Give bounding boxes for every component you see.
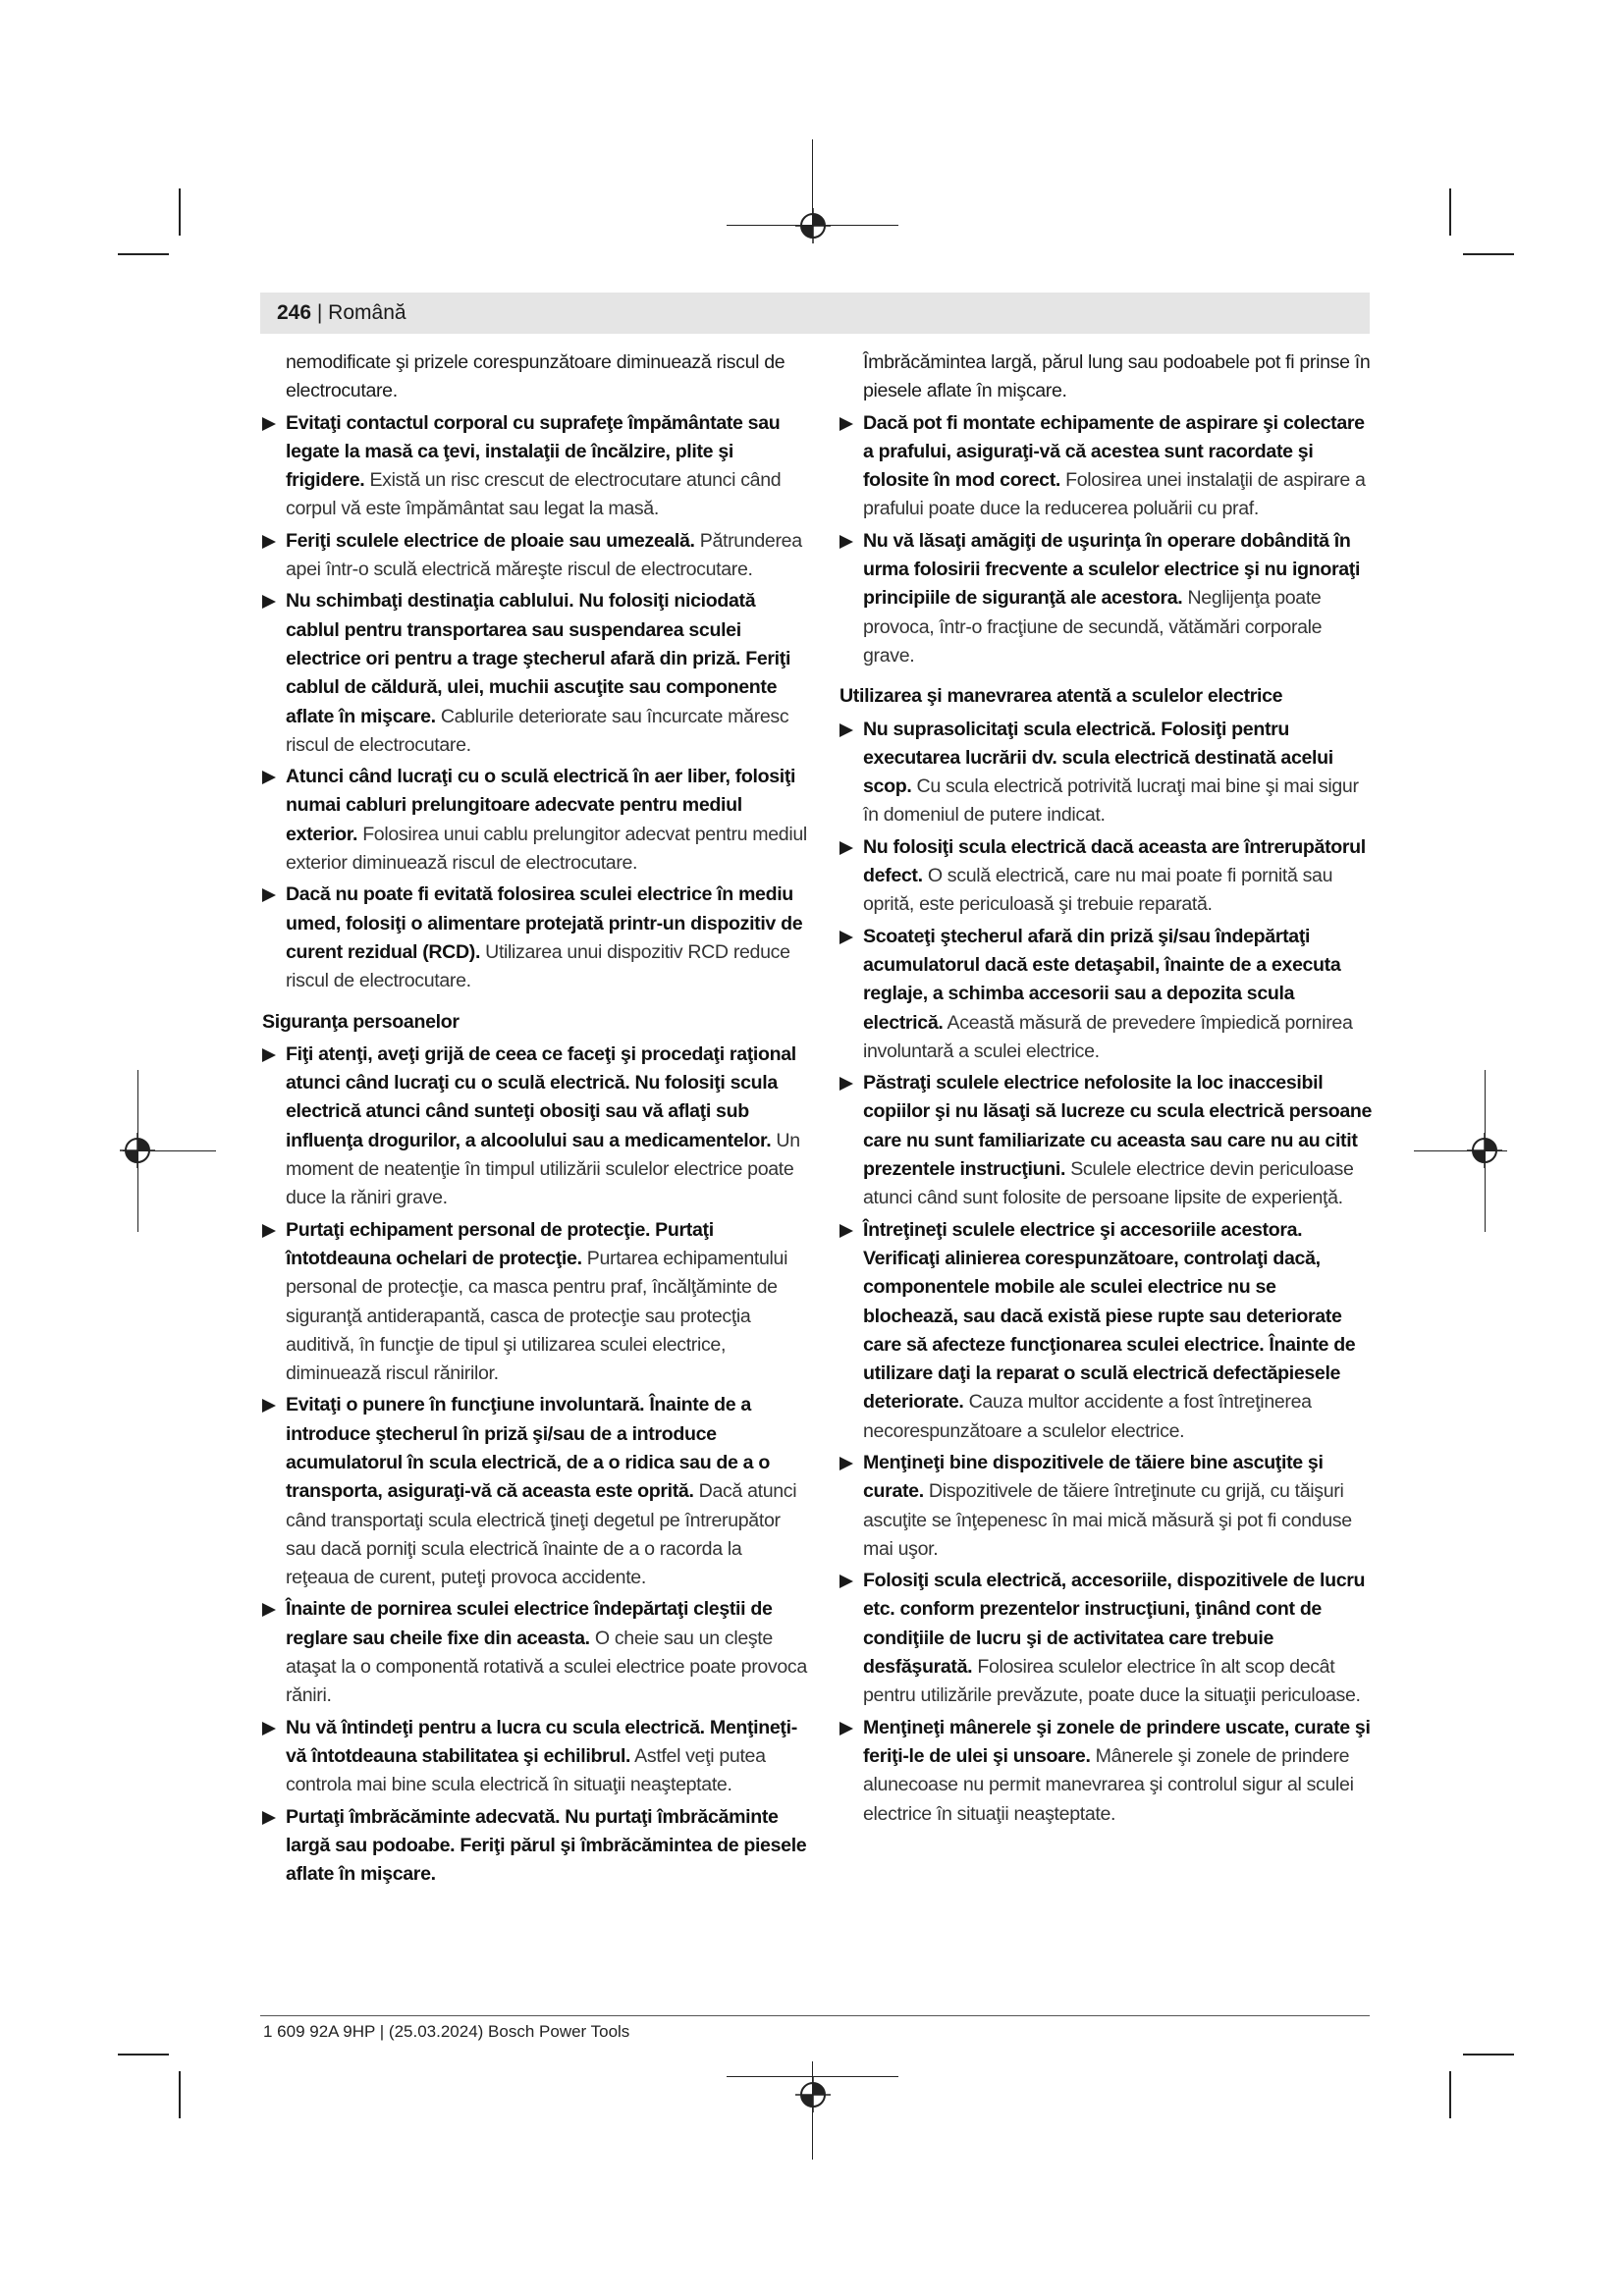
list-item bbox=[839, 527, 1375, 670]
item-explanation: Folosirea unui cablu prelungitor adecvat pentru mediul exterior diminuează riscul de electrocutare. bbox=[286, 823, 807, 875]
list-item bbox=[262, 587, 807, 760]
list-item bbox=[839, 833, 1375, 920]
item-explanation: Utilizarea unui dispozitiv RCD reduce riscul de electrocutare. bbox=[286, 940, 790, 992]
page-header-text bbox=[277, 300, 406, 326]
crop-mark bbox=[1449, 2071, 1451, 2118]
list-item bbox=[262, 763, 807, 878]
registration-target-icon bbox=[1467, 1133, 1502, 1168]
bullet-arrow-icon bbox=[262, 1399, 276, 1413]
item-instruction: Dacă pot fi montate echipamente de aspirare şi colectare a prafului, asiguraţi-vă că acestea sunt racordate şi folosite în mod corect. bbox=[863, 411, 1365, 492]
bullet-arrow-icon bbox=[262, 535, 276, 549]
section-title: Siguranţa persoanelor bbox=[262, 1010, 460, 1033]
item-explanation: Folosirea sculelor electrice în alt scop decât pentru utilizările prevăzute, poate duce la situaţii periculoase. bbox=[863, 1656, 1361, 1707]
item-explanation: Sculele electrice devin periculoase atunci când sunt folosite de persoane lipsite de experienţă. bbox=[863, 1158, 1354, 1209]
item-instruction: Nu schimbaţi destinaţia cablului. Nu folosiţi niciodată cablul pentru transportarea sau suspendarea sculei electrice ori pentru a trage ştecherul afară din priză. Feriţi cablul de căldură, ulei, muchii ascuţite sau componente aflate în mişcare. bbox=[286, 590, 791, 727]
crop-mark bbox=[118, 2054, 169, 2056]
item-explanation: Există un risc crescut de electrocutare atunci când corpul vă este împământat sau legat la masă. bbox=[286, 469, 782, 520]
item-explanation: Purtarea echipamentului personal de protecţie, ca masca pentru praf, încălţăminte de siguranţă antiderapantă, casca de protecţie sau protecţia auditivă, în funcţie de tipul şi utilizarea sculei electrice, diminuează riscul rănirilor. bbox=[286, 1247, 788, 1385]
item-instruction: Menţineţi mânerele şi zonele de prindere uscate, curate şi feriţi-le de ulei şi unsoare. bbox=[863, 1716, 1371, 1767]
item-instruction: Purtaţi echipament personal de protecţie. Purtaţi întotdeauna ochelari de protecţie. bbox=[286, 1218, 714, 1269]
registration-target-icon bbox=[795, 208, 831, 243]
list-item bbox=[262, 1803, 807, 1890]
item-explanation: Dacă atunci când transportaţi scula electrică ţineţi degetul pe întrerupător sau dacă porniţi scula electrică înainte de a o racorda la reţeaua de curent, puteţi provoca accidente. bbox=[286, 1480, 797, 1589]
crop-mark bbox=[1463, 253, 1514, 255]
item-explanation: Dispozitivele de tăiere întreţinute cu grijă, cu tăişuri ascuţite se înţepenesc în mai mică măsură şi pot fi conduse mai uşor. bbox=[863, 1480, 1352, 1560]
item-instruction: Fiţi atenţi, aveţi grijă de ceea ce faceţi şi procedaţi raţional atunci când lucraţi cu o sculă electrică. Nu folosiţi scula electrică atunci când sunteţi obosiţi sau vă aflaţi sub influenţa drogurilor, a alcoolului sau a medicamentelor. bbox=[286, 1042, 796, 1151]
footer-rule bbox=[260, 2015, 1370, 2016]
item-instruction: Păstraţi sculele electrice nefolosite la loc inaccesibil copiilor şi nu lăsaţi să lucreze cu scula electrică persoane care nu sunt familiarizate cu aceasta sau care nu au citit prezentele instrucţiuni. bbox=[863, 1072, 1373, 1181]
item-explanation: Mânerele şi zonele de prindere alunecoase nu permit manevrarea şi controlul sigur al sculei electrice în situaţii neaşteptate. bbox=[863, 1744, 1354, 1825]
list-item bbox=[839, 1449, 1375, 1564]
page-number: 246 bbox=[277, 301, 312, 324]
item-explanation: Neglijenţa poate provoca, într-o fracţiune de secundă, vătămări corporale grave. bbox=[863, 587, 1323, 667]
item-instruction: Evitaţi o punere în funcţiune involuntară. Înainte de a introduce ştecherul în priză şi/sau de a introduce acumulatorul în scula electrică, de a o ridica sau de a o transporta, asiguraţi-vă că aceasta este oprită. bbox=[286, 1394, 770, 1503]
list-item bbox=[839, 1216, 1375, 1446]
item-instruction: Înainte de pornirea sculei electrice îndepărtaţi cleştii de reglare sau cheile fixe din aceasta. bbox=[286, 1598, 773, 1649]
header-language: Română bbox=[328, 301, 406, 324]
item-instruction: Atunci când lucraţi cu o sculă electrică în aer liber, folosiţi numai cabluri prelungitoare adecvate pentru mediul exterior. bbox=[286, 766, 796, 845]
crop-mark bbox=[118, 253, 169, 255]
list-item bbox=[262, 1041, 807, 1213]
item-instruction: Întreţineţi sculele electrice şi accesoriile acestora. Verificaţi alinierea corespunzătoare, controlaţi dacă, componentele mobile ale sculei electrice nu se blochează, sau dacă există piese rupte sau deteriorate care să afecteze funcţionarea sculei electrice. Înainte de utilizare daţi la reparat o sculă electrică defectăpiesele deteriorate. bbox=[863, 1218, 1356, 1414]
item-instruction: Nu suprasolicitaţi scula electrică. Folosiţi pentru executarea lucrării dv. scula electrică destinată acelui scop. bbox=[863, 718, 1333, 798]
item-instruction: Scoateţi ştecherul afară din priză şi/sau îndepărtaţi acumulatorul dacă este detaşabil, înainte de a executa reglaje, a schimba accesorii sau a depozita scula electrică. bbox=[863, 925, 1341, 1034]
bullet-arrow-icon bbox=[839, 1077, 853, 1091]
bullet-arrow-icon bbox=[839, 1722, 853, 1735]
registration-target-icon bbox=[120, 1133, 155, 1168]
list-item bbox=[262, 1714, 807, 1800]
item-instruction: Evitaţi contactul corporal cu suprafeţe împământate sau legate la masă ca ţevi, instalaţii de încălzire, plite şi frigidere. bbox=[286, 411, 781, 492]
bullet-arrow-icon bbox=[839, 841, 853, 855]
section-title: Utilizarea şi manevrarea atentă a sculelor electrice bbox=[839, 685, 1283, 708]
item-explanation: Această măsură de prevedere împiedică pornirea involuntară a sculei electrice. bbox=[863, 1011, 1353, 1062]
bullet-list bbox=[839, 409, 1375, 671]
continuation-text: nemodificate şi prizele corespunzătoare diminuează riscul de electrocutare. bbox=[286, 351, 785, 402]
bullet-arrow-icon bbox=[262, 417, 276, 431]
bullet-arrow-icon bbox=[262, 595, 276, 609]
item-instruction: Nu folosiţi scula electrică dacă aceasta are întrerupătorul defect. bbox=[863, 835, 1366, 887]
item-instruction: Feriţi sculele electrice de ploaie sau umezeală. bbox=[286, 529, 695, 552]
bullet-arrow-icon bbox=[262, 1048, 276, 1062]
list-item bbox=[839, 1069, 1375, 1212]
item-instruction: Nu vă lăsaţi amăgiţi de uşurinţa în operare dobândită în urma folosirii frecvente a sculelor electrice şi nu ignoraţi principiile de siguranţă ale acestora. bbox=[863, 529, 1361, 610]
crop-mark bbox=[1463, 2054, 1514, 2056]
footer-text: 1 609 92A 9HP | (25.03.2024) Bosch Power Tools bbox=[263, 2022, 630, 2041]
crop-mark bbox=[179, 2071, 181, 2118]
bullet-arrow-icon bbox=[262, 888, 276, 902]
header-separator: | bbox=[311, 301, 329, 324]
bullet-list bbox=[839, 716, 1375, 1829]
bullet-arrow-icon bbox=[839, 723, 853, 737]
list-item bbox=[262, 881, 807, 995]
crop-mark bbox=[1449, 188, 1451, 236]
list-item bbox=[839, 1714, 1375, 1829]
list-item bbox=[262, 527, 807, 585]
list-item bbox=[839, 409, 1375, 524]
bullet-arrow-icon bbox=[262, 771, 276, 784]
list-item bbox=[262, 1216, 807, 1389]
item-explanation: Astfel veţi putea controla mai bine scula electrică în situaţii neaşteptate. bbox=[286, 1744, 766, 1796]
list-item bbox=[839, 716, 1375, 830]
list-item bbox=[839, 923, 1375, 1066]
bullet-arrow-icon bbox=[839, 1224, 853, 1238]
list-item bbox=[262, 409, 807, 524]
item-explanation: O cheie sau un cleşte ataşat la o componentă rotativă a sculei electrice poate provoca răniri. bbox=[286, 1627, 807, 1707]
bullet-arrow-icon bbox=[839, 417, 853, 431]
item-explanation: Un moment de neatenţie în timpul utilizării sculelor electrice poate duce la răniri grave. bbox=[286, 1129, 800, 1209]
page-header bbox=[260, 293, 1370, 334]
bullet-arrow-icon bbox=[839, 535, 853, 549]
item-instruction: Menţineţi bine dispozitivele de tăiere bine ascuţite şi curate. bbox=[863, 1451, 1324, 1503]
item-explanation: Cu scula electrică potrivită lucraţi mai bine şi mai sigur în domeniul de putere indicat. bbox=[863, 775, 1359, 827]
item-explanation: Folosirea unei instalaţii de aspirare a prafului poate duce la reducerea poluării cu praf. bbox=[863, 469, 1366, 520]
item-explanation: Cauza multor accidente a fost întreţinerea necorespunzătoare a sculelor electrice. bbox=[863, 1391, 1312, 1442]
right-column bbox=[839, 348, 1375, 1832]
item-explanation: Pătrunderea apei într-o sculă electrică măreşte riscul de electrocutare. bbox=[286, 529, 802, 581]
item-explanation: O sculă electrică, care nu mai poate fi pornită sau oprită, este periculoasă şi trebuie reparată. bbox=[863, 865, 1333, 916]
bullet-arrow-icon bbox=[839, 931, 853, 944]
bullet-arrow-icon bbox=[839, 1457, 853, 1470]
continuation-text: Îmbrăcămintea largă, părul lung sau podoabele pot fi prinse în piesele aflate în mişcare. bbox=[863, 351, 1371, 402]
bullet-arrow-icon bbox=[839, 1575, 853, 1588]
list-item bbox=[839, 1567, 1375, 1710]
item-instruction: Folosiţi scula electrică, accesoriile, dispozitivele de lucru etc. conform prezentelor instrucţiuni, ţinând cont de condiţiile de lucru şi de activitatea care trebuie desfăşurată. bbox=[863, 1570, 1366, 1679]
bullet-arrow-icon bbox=[262, 1811, 276, 1825]
item-instruction: Dacă nu poate fi evitată folosirea sculei electrice în mediu umed, folosiţi o alimentare protejată printr-un dispozitiv de curent rezidual (RCD). bbox=[286, 883, 803, 963]
crop-mark bbox=[179, 188, 181, 236]
item-instruction: Nu vă întindeţi pentru a lucra cu scula electrică. Menţineţi-vă întotdeauna stabilitatea şi echilibrul. bbox=[286, 1716, 797, 1767]
list-item bbox=[262, 1595, 807, 1710]
list-item bbox=[262, 1391, 807, 1592]
bullet-list bbox=[262, 1041, 807, 1890]
left-column bbox=[262, 348, 807, 1892]
registration-target-icon bbox=[795, 2077, 831, 2112]
bullet-arrow-icon bbox=[262, 1603, 276, 1617]
item-instruction: Purtaţi îmbrăcăminte adecvată. Nu purtaţi îmbrăcăminte largă sau podoabe. Feriţi părul şi îmbrăcămintea de piesele aflate în mişcare. bbox=[286, 1805, 807, 1886]
bullet-arrow-icon bbox=[262, 1722, 276, 1735]
item-explanation: Cablurile deteriorate sau încurcate măresc riscul de electrocutare. bbox=[286, 705, 789, 756]
bullet-arrow-icon bbox=[262, 1224, 276, 1238]
bullet-list bbox=[262, 409, 807, 996]
